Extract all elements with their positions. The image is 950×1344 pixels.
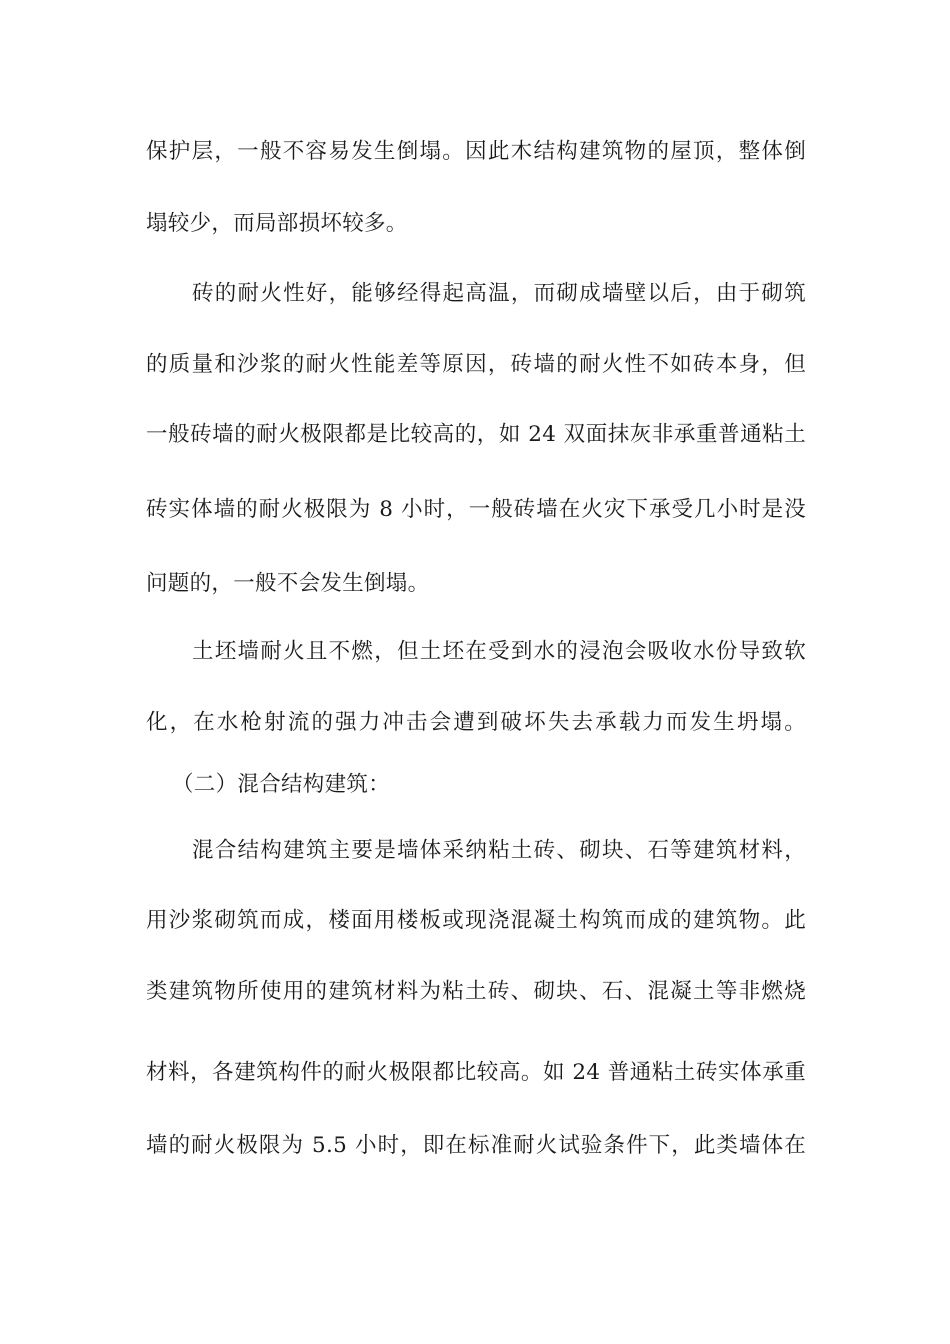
text-line: 土坯墙耐火且不燃，但土坯在受到水的浸泡会吸收水份导致软 xyxy=(192,639,806,664)
text-line: 用沙浆砌筑而成，楼面用楼板或现浇混凝土构筑而成的建筑物。此 xyxy=(146,908,806,933)
text-line: 墙的耐火极限为 5.5 小时，即在标准耐火试验条件下，此类墙体在 xyxy=(146,1133,806,1158)
text-line: 砖实体墙的耐火极限为 8 小时，一般砖墙在火灾下承受几小时是没 xyxy=(146,497,806,522)
text-line: 一般砖墙的耐火极限都是比较高的，如 24 双面抹灰非承重普通粘土 xyxy=(146,422,806,447)
text-line: 化，在水枪射流的强力冲击会遭到破坏失去承载力而发生坍塌。 xyxy=(146,710,806,735)
text-line: 保护层，一般不容易发生倒塌。因此木结构建筑物的屋顶，整体倒 xyxy=(146,139,806,164)
section-heading: （二）混合结构建筑： xyxy=(172,772,391,797)
text-line: 材料，各建筑构件的耐火极限都比较高。如 24 普通粘土砖实体承重 xyxy=(146,1060,806,1085)
text-line: 的质量和沙浆的耐火性能差等原因，砖墙的耐火性不如砖本身，但 xyxy=(146,352,806,377)
text-line: 塌较少，而局部损坏较多。 xyxy=(146,211,408,236)
text-line: 混合结构建筑主要是墙体采纳粘土砖、砌块、石等建筑材料， xyxy=(192,838,806,863)
text-line: 砖的耐火性好，能够经得起高温，而砌成墙壁以后，由于砌筑 xyxy=(192,281,806,306)
text-line: 类建筑物所使用的建筑材料为粘土砖、砌块、石、混凝土等非燃烧 xyxy=(146,979,806,1004)
text-line: 问题的，一般不会发生倒塌。 xyxy=(146,571,430,596)
